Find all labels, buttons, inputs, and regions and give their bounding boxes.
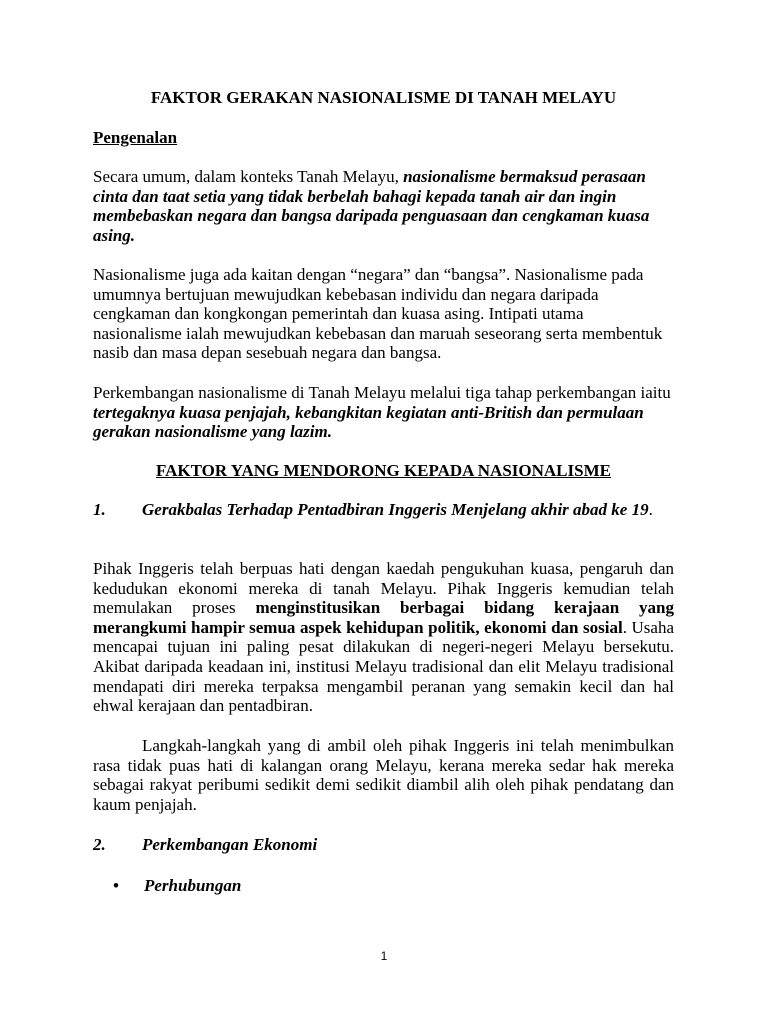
item-1-heading — [93, 500, 674, 520]
intro-paragraph-1 — [93, 167, 674, 245]
item-1-p1-b: . Usaha mencapai tujuan ini paling pesat dilakukan di negeri-negeri Melayu bersekutu. Akibat daripada keadaan ini, institusi Melayu tradisional dan elit Melayu tradisional mendapati diri mereka terpaksa mengambil peranan yang semakin kecil dan hal ehwal kerajaan dan pentadbiran. — [93, 617, 675, 716]
intro-p3-plain: Perkembangan nasionalisme di Tanah Melayu melalui tiga tahap perkembangan iaitu — [93, 383, 671, 402]
item-2-heading — [93, 835, 674, 855]
item-1-p1-a: Pihak Inggeris telah berpuas hati dengan kaedah pengukuhan kuasa, pengaruh dan kedudukan ekonomi mereka di tanah Melayu. Pihak Inggeris kemudian telah memulakan proses — [93, 559, 674, 618]
intro-paragraph-2: Nasionalisme juga ada kaitan dengan “negara” dan “bangsa”. Nasionalisme pada umumnya bertujuan mewujudkan kebebasan individu dan negara daripada cengkaman dan kongkongan pemerintah dan kuasa asing. Intipati utama nasionalisme ialah mewujudkan kebebasan dan maruah seseorang serta membentuk nasib dan masa depan sesebuah negara dan bangsa. — [93, 265, 663, 363]
bullet-text: Perhubungan — [144, 876, 242, 895]
item-2-number: 2. — [93, 835, 106, 854]
item-1-p1-bold: menginstitusikan berbagai bidang kerajaan yang merangkumi hampir semua aspek kehidupan politik, ekonomi dan sosial — [93, 598, 674, 637]
page-number: 1 — [380, 949, 388, 963]
item-2-title: Perkembangan Ekonomi — [142, 835, 318, 854]
item-1-title: Gerakbalas Terhadap Pentadbiran Inggeris Menjelang akhir abad ke 19 — [142, 500, 649, 519]
document-title: FAKTOR GERAKAN NASIONALISME DI TANAH MELAYU — [150, 88, 617, 107]
item-1-paragraph-2: Langkah-langkah yang di ambil oleh pihak Inggeris ini telah menimbulkan rasa tidak puas hati di kalangan orang Melayu, kerana mereka sedar hak mereka sebagai rakyat peribumi sedikit demi sedikit diambil alih oleh pihak pendatang dan kaum penjajah. — [93, 736, 674, 814]
intro-heading: Pengenalan — [93, 128, 178, 147]
bullet-item — [113, 876, 241, 896]
intro-paragraph-3 — [93, 383, 674, 442]
item-1-title-end: . — [648, 500, 653, 519]
intro-p1-plain: Secara umum, dalam konteks Tanah Melayu, — [93, 167, 404, 186]
section-title: FAKTOR YANG MENDORONG KEPADA NASIONALISME — [156, 461, 611, 480]
intro-p1-emphasis: nasionalisme bermaksud perasaan cinta dan taat setia yang tidak berbelah bahagi kepada tanah air dan ingin membebaskan negara dan bangsa daripada penguasaan dan cengkaman kuasa asing. — [93, 167, 650, 245]
intro-p3-emphasis: tertegaknya kuasa penjajah, kebangkitan kegiatan anti-British dan permulaan gerakan nasionalisme yang lazim. — [93, 402, 644, 442]
bullet-symbol: • — [113, 876, 119, 895]
item-1-number: 1. — [93, 500, 106, 519]
item-1-paragraph-1 — [93, 559, 674, 716]
